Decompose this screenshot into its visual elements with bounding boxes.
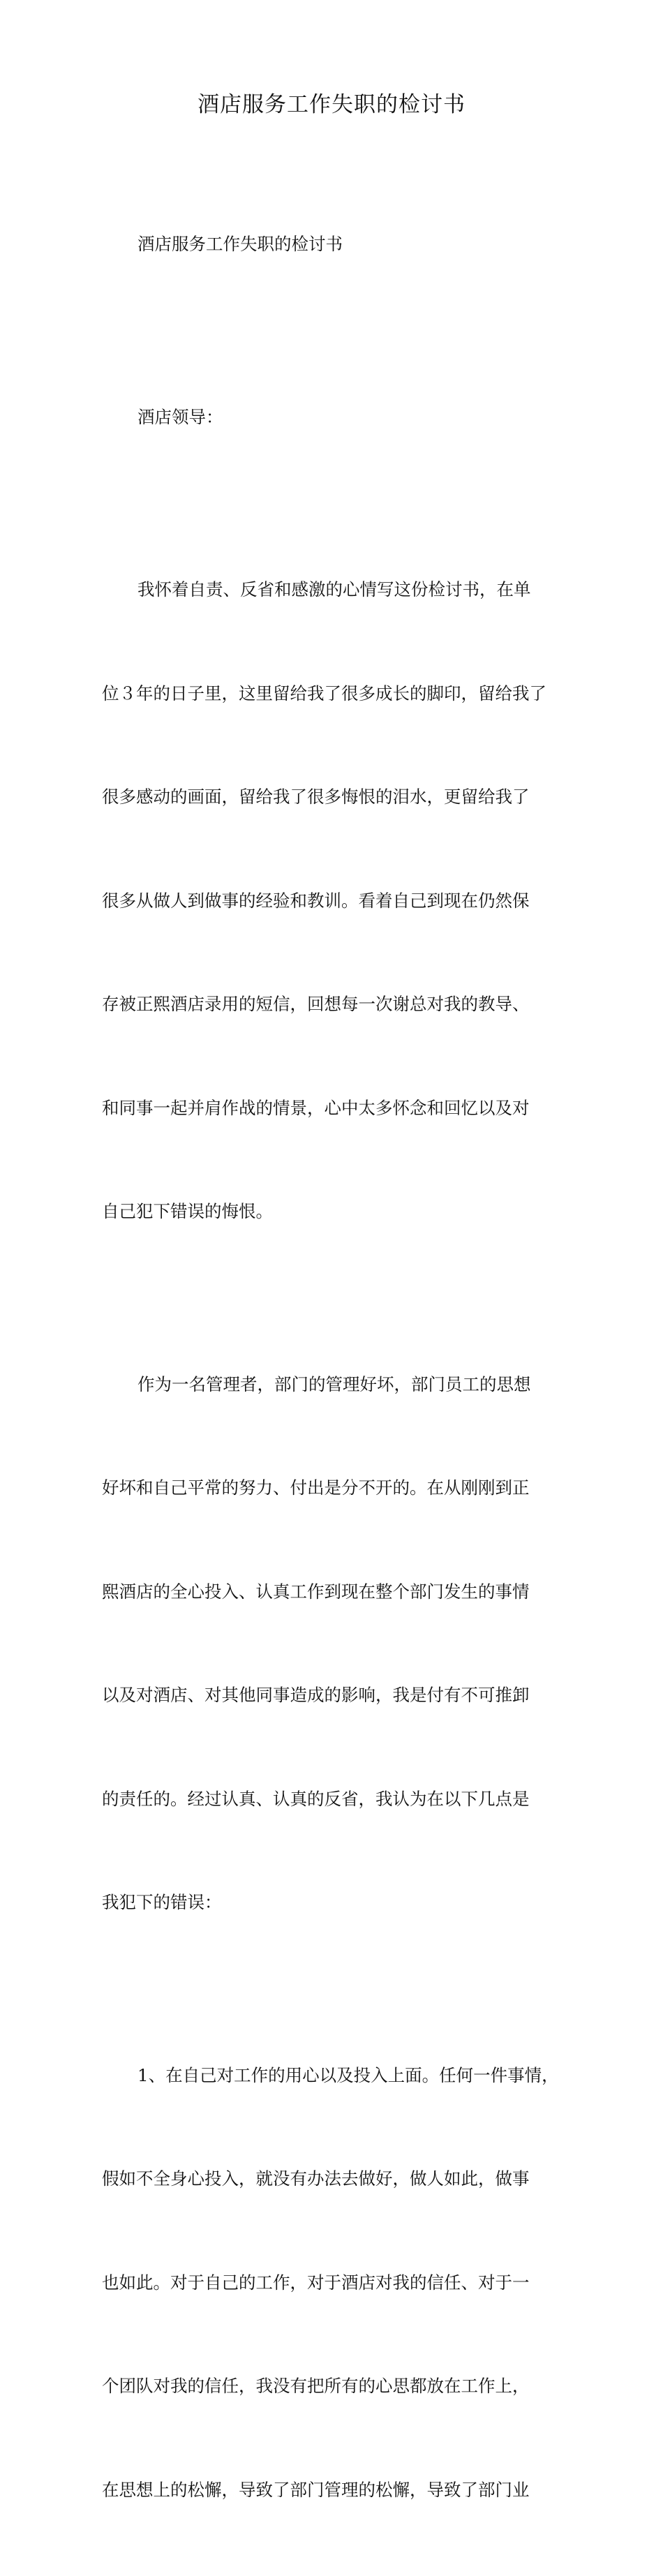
paragraph-line: 作为一名管理者，部门的管理好坏，部门员工的思想 <box>102 1367 583 1402</box>
paragraph-line: 在思想上的松懈，导致了部门管理的松懈，导致了部门业 <box>102 2473 583 2508</box>
paragraph-line: 很多从做人到做事的经验和教训。看着自己到现在仍然保 <box>102 884 583 918</box>
paragraph-line: 存被正熙酒店录用的短信，回想每一次谢总对我的教导、 <box>102 987 583 1022</box>
paragraph-line: 我犯下的错误： <box>102 1885 583 1920</box>
document-title: 酒店服务工作失职的检讨书 <box>0 89 663 120</box>
paragraph-subtitle <box>102 158 583 331</box>
document-body <box>102 158 583 2576</box>
paragraph-line: 酒店领导： <box>102 400 583 435</box>
paragraph-line: 很多感动的画面，留给我了很多悔恨的泪水，更留给我了 <box>102 780 583 814</box>
paragraph-responsibility <box>102 1298 583 1989</box>
paragraph-line: 我怀着自责、反省和感激的心情写这份检讨书，在单 <box>102 572 583 607</box>
paragraph-line: 熙酒店的全心投入、认真工作到现在整个部门发生的事情 <box>102 1574 583 1609</box>
paragraph-line: 以及对酒店、对其他同事造成的影响，我是付有不可推卸 <box>102 1678 583 1713</box>
paragraph-line: 酒店服务工作失职的检讨书 <box>102 227 583 262</box>
paragraph-line: 的责任的。经过认真、认真的反省，我认为在以下几点是 <box>102 1782 583 1817</box>
paragraph-line: 1、在自己对工作的用心以及投入上面。任何一件事情， <box>102 2058 583 2093</box>
paragraph-line: 个团队对我的信任，我没有把所有的心思都放在工作上， <box>102 2369 583 2404</box>
paragraph-salutation <box>102 331 583 504</box>
paragraph-point-1 <box>102 1989 583 2576</box>
paragraph-line: 假如不全身心投入，就没有办法去做好，做人如此，做事 <box>102 2161 583 2196</box>
paragraph-line: 自己犯下错误的悔恨。 <box>102 1194 583 1229</box>
paragraph-line: 位３年的日子里，这里留给我了很多成长的脚印，留给我了 <box>102 676 583 711</box>
paragraph-intro <box>102 503 583 1298</box>
paragraph-line: 好坏和自己平常的努力、付出是分不开的。在从刚刚到正 <box>102 1471 583 1505</box>
document-page <box>0 0 663 938</box>
paragraph-line: 也如此。对于自己的工作，对于酒店对我的信任、对于一 <box>102 2265 583 2300</box>
paragraph-line: 和同事一起并肩作战的情景，心中太多怀念和回忆以及对 <box>102 1091 583 1126</box>
